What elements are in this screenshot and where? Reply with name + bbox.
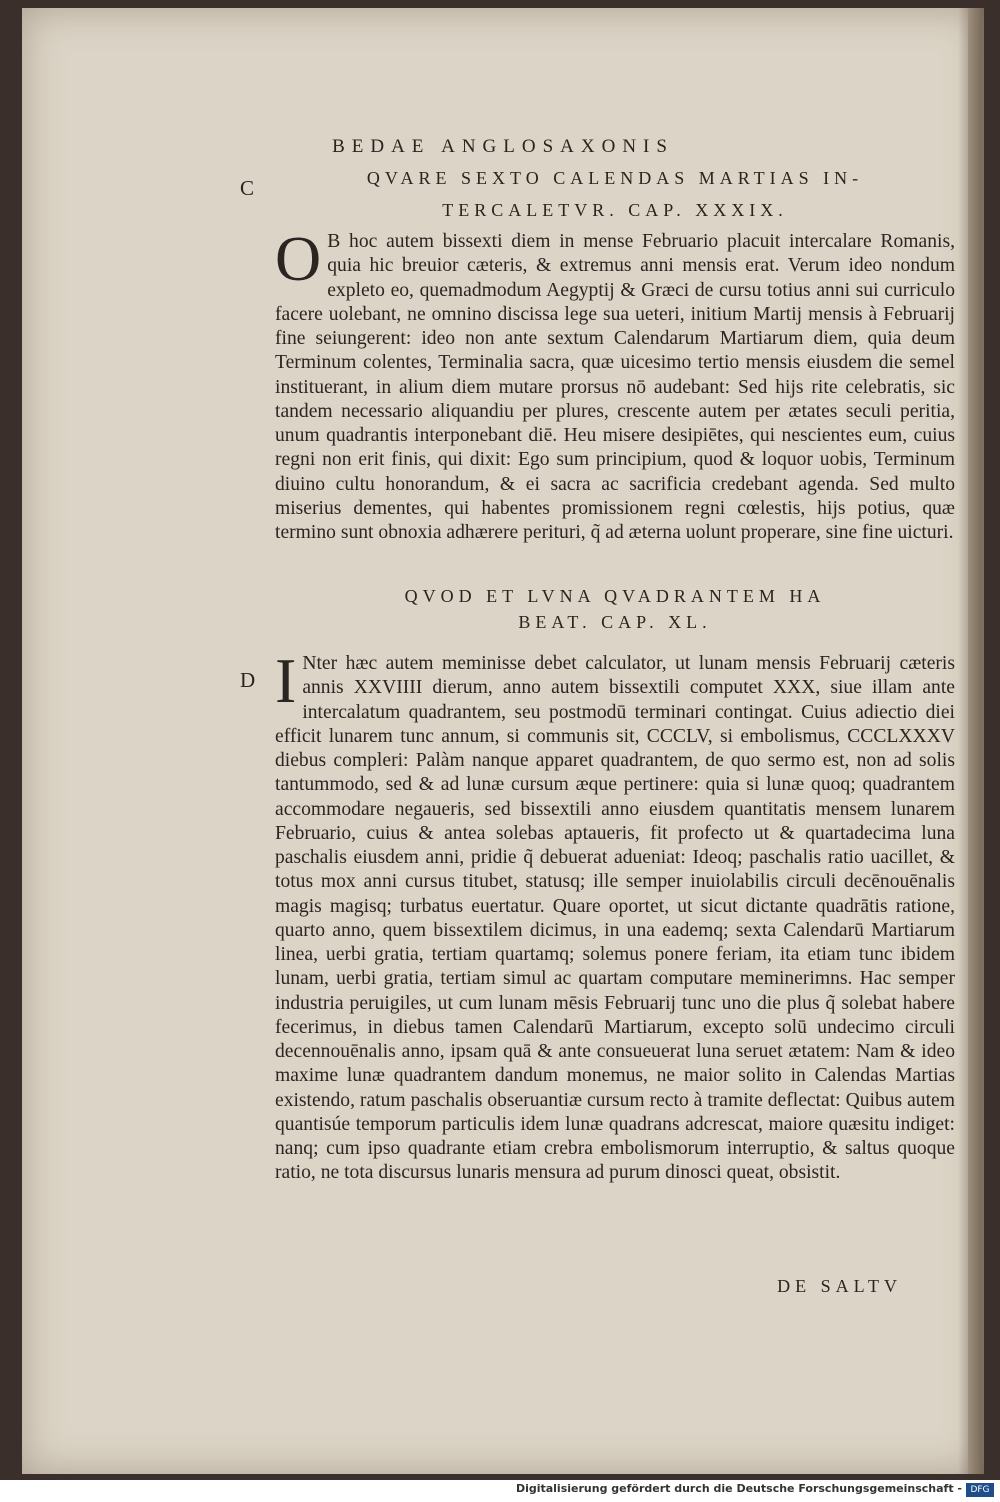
chapter-39-title-line-2: TERCALETVR. CAP. XXXIX. (442, 200, 788, 220)
margin-letter-d: D (240, 668, 256, 692)
footer-credit: Digitalisierung gefördert durch die Deutsche Forschungsgemeinschaft - (515, 1482, 962, 1495)
dfg-logo-icon: DFG (966, 1483, 994, 1497)
chapter-39-body (275, 223, 955, 545)
chapter-40-title-line-1: QVOD ET LVNA QVADRANTEM HA (404, 586, 826, 606)
footer-bar (0, 1480, 1000, 1502)
chapter-40-title-line-2: BEAT. CAP. XL. (518, 612, 712, 632)
book-page (22, 8, 984, 1474)
catchword: DE SALTV (777, 1276, 902, 1296)
chapter-40-body (275, 645, 955, 1186)
margin-letter-c: C (240, 176, 255, 200)
drop-cap-i: I (275, 645, 297, 716)
chapter-40-text: Nter hæc autem meminisse debet calculator, ut lunam mensis Februarij cæteris annis XXVIIII dierum, anno autem bissextili computet XXX, siue illam ante intercalatum quadrantem, seu postmodū terminari contingat. Cuius adiectio diei efficit lunarem tunc annum, si communis sit, CCCLV, si embolismus, CCCLXXXV diebus compleri: Palàm nanque apparet quadrantem, de quo sermo est, non ad solis tantummodo, sed & ad lunæ cursum æque pertinere: quia si lunæ quoq; quadrantem accommodare negaueris, sed bissextili anno eiusdem quantitatis mensem lunarem Februario, cuius & antea solebas aptaueris, fit profecto ut & quartadecima luna paschalis eiusdem anni, pridie q̃ debuerat adueniat: Ideoq; paschalis ratio uacillet, & totus mox anni cursus titubet, statusq; ille semper inuiolabilis circuli decēnouēnalis magis magisq; turbatus euertatur. Quare oportet, ut sicut dictante quadrātis ratione, quarto anno, quem bissextilem dicimus, in una eademq; sexta Calendarū Martiarum linea, uerbi gratia, tertiam quartamq; solemus ponere feriam, ita etiam tunc ibidem lunam, uerbi gratia, tertiam simul ac quartam computare meminerimns. Hac semper industria peruigiles, ut cum lunam mēsis Februarij tunc uno die plus q̃ solebat habere fecerimus, in diebus tamen Calendarū Martiarum, excepto solū undecimo circuli decennouēnalis anno, ipsam quā & ante consueuerat luna seruet ætatem: Nam & ideo maxime lunæ quadrantem dandum monemus, ne maior solito in Calendas Martias existendo, ratum paschalis obseruantiæ cursum recto à tramite deflectat: Quibus autem quantisúe temporum particulis idem lunæ quadrans adcrescat, maiore quæsitu indiget: nanq; cum ipso quadrante etiam crebra embolismorum interruptio, & saltus quoque ratio, ne tota discursus lunaris mensura ad purum dinosci queat, obsistit. (275, 653, 955, 1184)
drop-cap-o: O (275, 223, 322, 294)
page-gutter-shadow (958, 8, 984, 1474)
chapter-39-title-line-1: QVARE SEXTO CALENDAS MARTIAS IN- (366, 168, 864, 188)
running-head: BEDAE ANGLOSAXONIS (332, 136, 674, 157)
chapter-39-text: B hoc autem bissexti diem in mense Februario placuit intercalare Romanis, quia hic breuior cæteris, & extremus anni mensis erat. Verum ideo nondum expleto eo, quemadmodum Aegyptij & Græci de cursu totius anni sui curriculo facere uolebant, ne omnino discissa lege sua ueteri, initium Martij mensis à Februarij fine seiungerent: ideo non ante sextum Calendarum Martiarum diem, quia deum Terminum colentes, Terminalia sacra, quæ uicesimo tertio mensis eiusdem die semel instituerant, in alium diem mutare prorsus nō audebant: Sed hijs rite celebratis, sic tandem necessario aliquandiu per plures, crescente autem per ætates seculi peritia, unum quadrantis interponebant diē. Heu misere desipiētes, qui nescientes eum, cuius regni non erit finis, qui dixit: Ego sum principium, quod & loquor uobis, Terminum diuino cultu honorandum, & ei sacra ac sacrificia credebant agenda. Sed multo miserius dementes, qui habentes promissionem regni cœlestis, hijs potius, quæ termino sunt obnoxia adhærere perituri, q̃ ad æterna uolunt properare, sine fine uicturi. (275, 231, 955, 543)
